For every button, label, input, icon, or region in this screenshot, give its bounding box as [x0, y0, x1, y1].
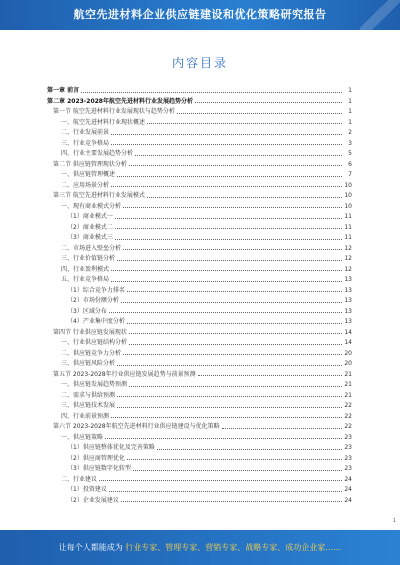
toc-entry-page: 1 — [348, 97, 352, 105]
toc-entry-page: 13 — [344, 276, 352, 283]
toc-entry[interactable] — [47, 380, 352, 391]
toc-entry[interactable] — [47, 391, 352, 402]
toc-leader-dots — [117, 396, 342, 397]
toc-leader-dots — [105, 438, 342, 439]
toc-entry-label: （2）企业发展建议 — [67, 496, 119, 504]
toc-entry[interactable] — [47, 86, 352, 97]
toc-entry[interactable] — [47, 422, 352, 433]
toc-entry-label: 第五节 2023-2028年行业供应链发展趋势与前景预测 — [53, 370, 196, 378]
toc-entry-label: 第二章 2023-2028年航空先进材料行业发展趋势分析 — [47, 97, 193, 105]
toc-entry-page: 11 — [344, 234, 352, 241]
toc-leader-dots — [177, 113, 342, 114]
toc-leader-dots — [157, 449, 342, 450]
toc-entry-label: 一、供应链策略 — [61, 433, 104, 441]
toc-entry-page: 23 — [344, 465, 352, 472]
toc-entry-label: 二、供应链竞争力分析 — [61, 349, 122, 357]
toc-leader-dots — [111, 144, 342, 145]
toc-entry-page: 23 — [344, 454, 352, 462]
toc-entry[interactable] — [47, 433, 352, 444]
toc-leader-dots — [147, 197, 342, 198]
toc-leader-dots — [127, 459, 342, 460]
toc-leader-dots — [115, 239, 342, 240]
toc-entry-label: （3）供应链数字化转型 — [67, 465, 131, 472]
toc-entry-page: 22 — [344, 423, 352, 430]
toc-entry[interactable] — [47, 485, 352, 496]
toc-entry-page: 14 — [344, 328, 352, 336]
toc-entry-label: 二、市场进入壁垒分析 — [61, 244, 122, 252]
footer-banner — [0, 530, 400, 565]
toc-leader-dots — [195, 102, 342, 103]
toc-leader-dots — [133, 470, 342, 471]
toc-entry[interactable] — [47, 338, 352, 349]
toc-entry[interactable] — [47, 170, 352, 181]
toc-entry-page: 10 — [344, 192, 352, 199]
toc-entry-page: 11 — [344, 223, 352, 231]
toc-entry[interactable] — [47, 128, 352, 139]
footer-slogan-highlight: 行业专家、管理专家、营销专家、战略专家、成功企业家…… — [125, 543, 342, 552]
toc-entry-page: 24 — [344, 475, 352, 483]
toc-entry-page: 23 — [344, 433, 352, 441]
toc-entry-page: 12 — [344, 255, 352, 262]
toc-entry[interactable] — [47, 412, 352, 423]
toc-entry-page: 7 — [348, 171, 352, 178]
toc-entry-label: 第一节 航空先进材料行业发展现状与趋势分析 — [53, 108, 175, 115]
toc-entry-page: 2 — [348, 129, 352, 136]
toc-leader-dots — [111, 186, 342, 187]
report-title: 航空先进材料企业供应链建设和优化策略研究报告 — [73, 8, 327, 21]
toc-entry-label: 三、供应链技术发展 — [61, 402, 116, 409]
toc-entry-page: 11 — [344, 213, 352, 220]
toc-entry-label: 第一章 前言 — [47, 87, 80, 94]
toc-entry[interactable] — [47, 307, 352, 318]
toc-entry[interactable] — [47, 265, 352, 276]
toc-entry-label: 二、需求与供给预测 — [61, 391, 116, 399]
toc-entry-page: 13 — [344, 318, 352, 325]
toc-leader-dots — [129, 333, 342, 334]
toc-entry-label: （1）商业模式一 — [67, 213, 113, 220]
toc-leader-dots — [115, 218, 342, 219]
toc-entry-page: 1 — [348, 87, 352, 94]
toc-entry[interactable] — [47, 359, 352, 370]
toc-entry-page: 22 — [344, 412, 352, 420]
toc-entry[interactable] — [47, 191, 352, 202]
toc-entry[interactable] — [47, 233, 352, 244]
toc-entry-label: 一、现有商业模式分析 — [61, 202, 122, 210]
toc-leader-dots — [135, 155, 342, 156]
toc-entry-label: （1）综合竞争力排名 — [67, 286, 125, 294]
toc-entry-label: 三、行业竞争格局 — [61, 139, 110, 147]
toc-leader-dots — [129, 344, 342, 345]
toc-entry[interactable] — [47, 97, 352, 108]
toc-entry-label: 五、行业竞争格局 — [61, 276, 110, 283]
toc-entry[interactable] — [47, 349, 352, 360]
toc-entry[interactable] — [47, 328, 352, 339]
toc-leader-dots — [222, 428, 342, 429]
toc-entry-label: （3）商业模式三 — [67, 234, 113, 241]
toc-entry-label: 第三节 航空先进材料行业发展模式 — [53, 192, 145, 199]
report-header-banner — [0, 0, 400, 30]
footer-slogan-lead: 让每个人都能成为 — [58, 543, 123, 552]
toc-entry-label: （3）区域分布 — [67, 307, 107, 315]
toc-entry[interactable] — [47, 454, 352, 465]
toc-entry-label: 一、航空先进材料行业现状概述 — [61, 118, 146, 126]
toc-entry-page: 6 — [348, 160, 352, 168]
toc-entry-page: 24 — [344, 496, 352, 504]
toc-entry-page: 14 — [344, 339, 352, 346]
toc-entry-label: 三、行业价值链分析 — [61, 255, 116, 262]
toc-entry-page: 21 — [344, 391, 352, 399]
toc-entry-label: 四、行业主要发展趋势分析 — [61, 150, 134, 157]
toc-leader-dots — [99, 480, 342, 481]
toc-entry[interactable] — [47, 107, 352, 118]
footer-slogan — [0, 530, 400, 565]
toc-entry-page: 12 — [344, 265, 352, 273]
toc-entry-label: 一、供应链管理概述 — [61, 171, 116, 178]
toc-entry-label: 一、行业供应链结构分析 — [61, 339, 128, 346]
toc-entry-page: 10 — [344, 181, 352, 189]
toc-entry-label: （1）投资建议 — [67, 486, 107, 493]
toc-entry-page: 13 — [344, 297, 352, 304]
toc-leader-dots — [121, 501, 342, 502]
page-number: 1 — [392, 518, 396, 524]
toc-leader-dots — [111, 417, 342, 418]
toc-entry-label: 四、行业盈利模式 — [61, 265, 110, 273]
toc-entry[interactable] — [47, 496, 352, 507]
table-of-contents — [47, 86, 352, 506]
toc-entry-page: 23 — [344, 444, 352, 451]
toc-leader-dots — [127, 323, 342, 324]
toc-entry[interactable] — [47, 223, 352, 234]
toc-leader-dots — [123, 207, 342, 208]
toc-entry[interactable] — [47, 244, 352, 255]
toc-entry[interactable] — [47, 254, 352, 265]
toc-leader-dots — [115, 228, 342, 229]
toc-entry[interactable] — [47, 212, 352, 223]
toc-entry-page: 24 — [344, 486, 352, 493]
toc-entry-page: 20 — [344, 360, 352, 367]
toc-entry[interactable] — [47, 160, 352, 171]
toc-leader-dots — [111, 281, 342, 282]
toc-entry-page: 22 — [344, 402, 352, 409]
toc-entry-label: 一、供应链发展趋势预测 — [61, 381, 128, 388]
toc-leader-dots — [121, 302, 342, 303]
toc-leader-dots — [81, 92, 342, 93]
toc-entry-label: 第六节 2023-2028年航空先进材料行业供应链建设与优化策略 — [53, 423, 220, 430]
toc-entry[interactable] — [47, 475, 352, 486]
toc-leader-dots — [117, 176, 342, 177]
toc-entry-page: 13 — [344, 307, 352, 315]
toc-entry[interactable] — [47, 149, 352, 160]
toc-leader-dots — [129, 386, 342, 387]
toc-entry[interactable] — [47, 139, 352, 150]
toc-entry-label: 四、行业前景预测 — [61, 412, 110, 420]
toc-entry-page: 10 — [344, 202, 352, 210]
toc-leader-dots — [127, 291, 342, 292]
toc-entry[interactable] — [47, 181, 352, 192]
toc-entry-label: （4）产业集中度分析 — [67, 318, 125, 325]
toc-leader-dots — [117, 260, 342, 261]
toc-entry-label: 第二节 供应链管理现状分析 — [53, 160, 127, 168]
toc-entry-label: 第四节 行业供应链发展现状 — [53, 328, 127, 336]
toc-entry-label: （2）商业模式二 — [67, 223, 113, 231]
toc-entry[interactable] — [47, 443, 352, 454]
toc-entry-label: （2）市场份额分析 — [67, 297, 119, 304]
toc-entry[interactable] — [47, 118, 352, 129]
toc-entry-page: 12 — [344, 244, 352, 252]
toc-entry-page: 21 — [344, 370, 352, 378]
toc-entry-label: 二、行业建议 — [61, 475, 98, 483]
toc-leader-dots — [129, 165, 342, 166]
toc-entry-label: （2）供应商管理优化 — [67, 454, 125, 462]
toc-leader-dots — [117, 365, 342, 366]
toc-entry-page: 21 — [344, 381, 352, 388]
toc-entry[interactable] — [47, 370, 352, 381]
toc-entry[interactable] — [47, 286, 352, 297]
toc-entry[interactable] — [47, 317, 352, 328]
toc-leader-dots — [109, 491, 342, 492]
toc-entry-label: 二、行业发展前景 — [61, 129, 110, 136]
toc-entry[interactable] — [47, 296, 352, 307]
toc-entry-label: 二、应用场景分析 — [61, 181, 110, 189]
toc-entry-page: 13 — [344, 286, 352, 294]
toc-heading: 内容目录 — [171, 56, 228, 70]
toc-entry[interactable] — [47, 202, 352, 213]
toc-leader-dots — [198, 375, 342, 376]
toc-entry-page: 5 — [348, 150, 352, 157]
toc-entry-page: 20 — [344, 349, 352, 357]
toc-leader-dots — [147, 123, 342, 124]
toc-entry[interactable] — [47, 275, 352, 286]
toc-leader-dots — [111, 134, 342, 135]
toc-entry-page: 1 — [348, 108, 352, 115]
toc-leader-dots — [109, 312, 342, 313]
toc-leader-dots — [117, 407, 342, 408]
toc-leader-dots — [111, 270, 342, 271]
toc-entry-label: 三、供应链风险分析 — [61, 360, 116, 367]
toc-entry[interactable] — [47, 401, 352, 412]
toc-leader-dots — [123, 354, 342, 355]
toc-entry-label: （1）供应链整体优化及完善策略 — [67, 444, 155, 451]
toc-entry-page: 1 — [348, 118, 352, 126]
toc-entry[interactable] — [47, 464, 352, 475]
toc-entry-page: 3 — [348, 139, 352, 147]
toc-leader-dots — [123, 249, 342, 250]
